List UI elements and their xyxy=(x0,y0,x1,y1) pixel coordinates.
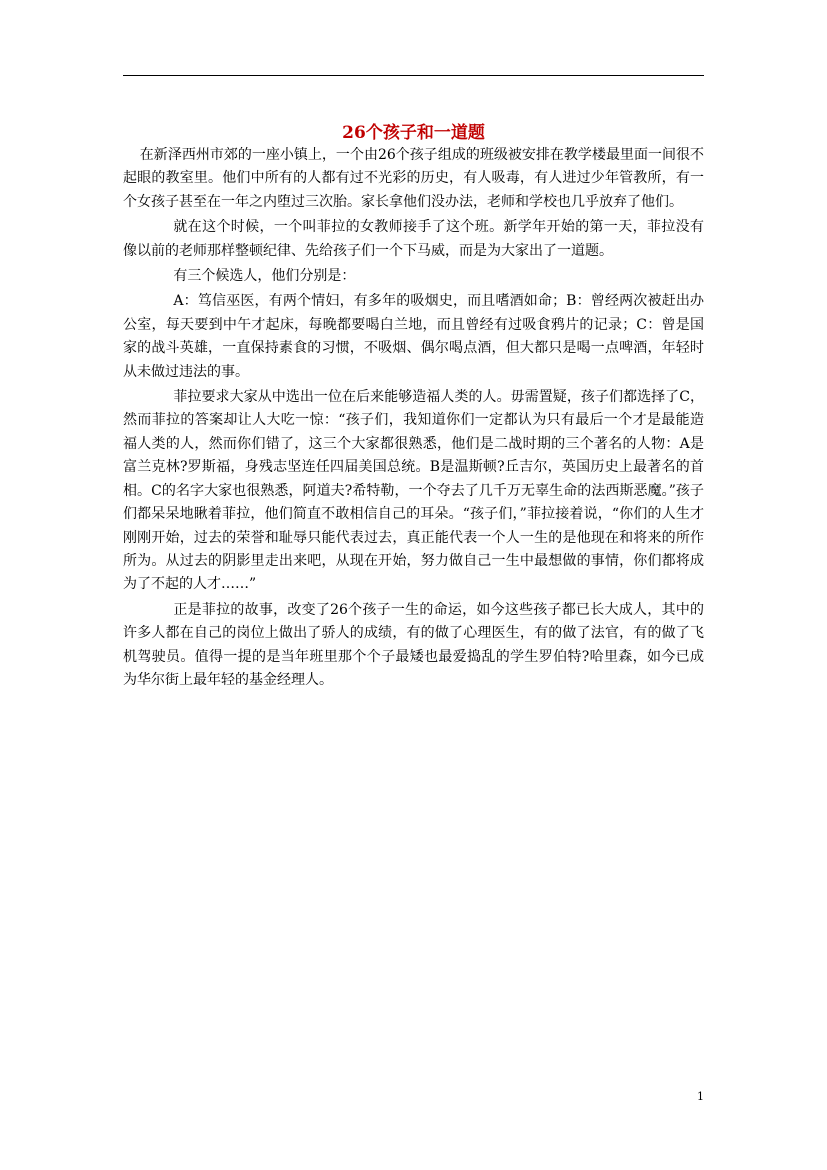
paragraph-candidates-intro: 有三个候选人，他们分别是： xyxy=(173,268,356,285)
paragraph-candidates: A：笃信巫医，有两个情妇，有多年的吸烟史，而且嗜酒如命；B：曾经两次被赶出办公室，每天要到中午才起床，每晚都要喝白兰地，而且曾经有过吸食鸦片的记录；C：曾是国家的战斗英雄，一直保持素食的习惯，不吸烟、偶尔喝点酒，但大都只是喝一点啤酒，年轻时从未做过违法的事。 xyxy=(123,293,704,380)
document-title: 26个孩子和一道题 xyxy=(342,123,485,144)
paragraph-intro: 在新泽西州市郊的一座小镇上，一个由26个孩子组成的班级被安排在教学楼最里面一间很不起眼的教室里。他们中所有的人都有过不光彩的历史，有人吸毒，有人进过少年管教所，有一个女孩子甚至在一年之内堕过三次胎。家长拿他们没办法，老师和学校也几乎放弃了他们。 xyxy=(123,147,704,210)
page-number: 1 xyxy=(697,1090,704,1103)
paragraph-conclusion: 正是菲拉的故事，改变了26个孩子一生的命运，如今这些孩子都已长大成人，其中的许多人都在自己的岗位上做出了骄人的成绩，有的做了心理医生，有的做了法官，有的做了飞机驾驶员。值得一提的是当年班里那个个子最矮也最爱捣乱的学生罗伯特?哈里森，如今已成为华尔街上最年轻的基金经理人。 xyxy=(123,601,704,688)
paragraph-answer: 菲拉要求大家从中选出一位在后来能够造福人类的人。毋需置疑，孩子们都选择了C，然而菲拉的答案却让人大吃一惊：“孩子们，我知道你们一定都认为只有最后一个才是最能造福人类的人，然而你们错了，这三个大家都很熟悉，他们是二战时期的三个著名的人物：A是富兰克林?罗斯福，身残志坚连任四届美国总统。B是温斯顿?丘吉尔，英国历史上最著名的首相。C的名字大家也很熟悉，阿道夫?希特勒，一个夺去了几千万无辜生命的法西斯恶魔。”孩子们都呆呆地瞅着菲拉，他们简直不敢相信自己的耳朵。“孩子们，”菲拉接着说，“你们的人生才刚刚开始，过去的荣誉和耻辱只能代表过去，真正能代表一个人一生的是他现在和将来的所作所为。从过去的阴影里走出来吧，从现在开始，努力做自己一生中最想做的事情，你们都将成为了不起的人才……” xyxy=(123,389,704,593)
paragraph-teacher: 就在这个时候，一个叫菲拉的女教师接手了这个班。新学年开始的第一天，菲拉没有像以前的老师那样整顿纪律、先给孩子们一个下马威，而是为大家出了一道题。 xyxy=(123,219,704,259)
header-rule xyxy=(123,75,704,76)
document-body xyxy=(123,144,704,692)
